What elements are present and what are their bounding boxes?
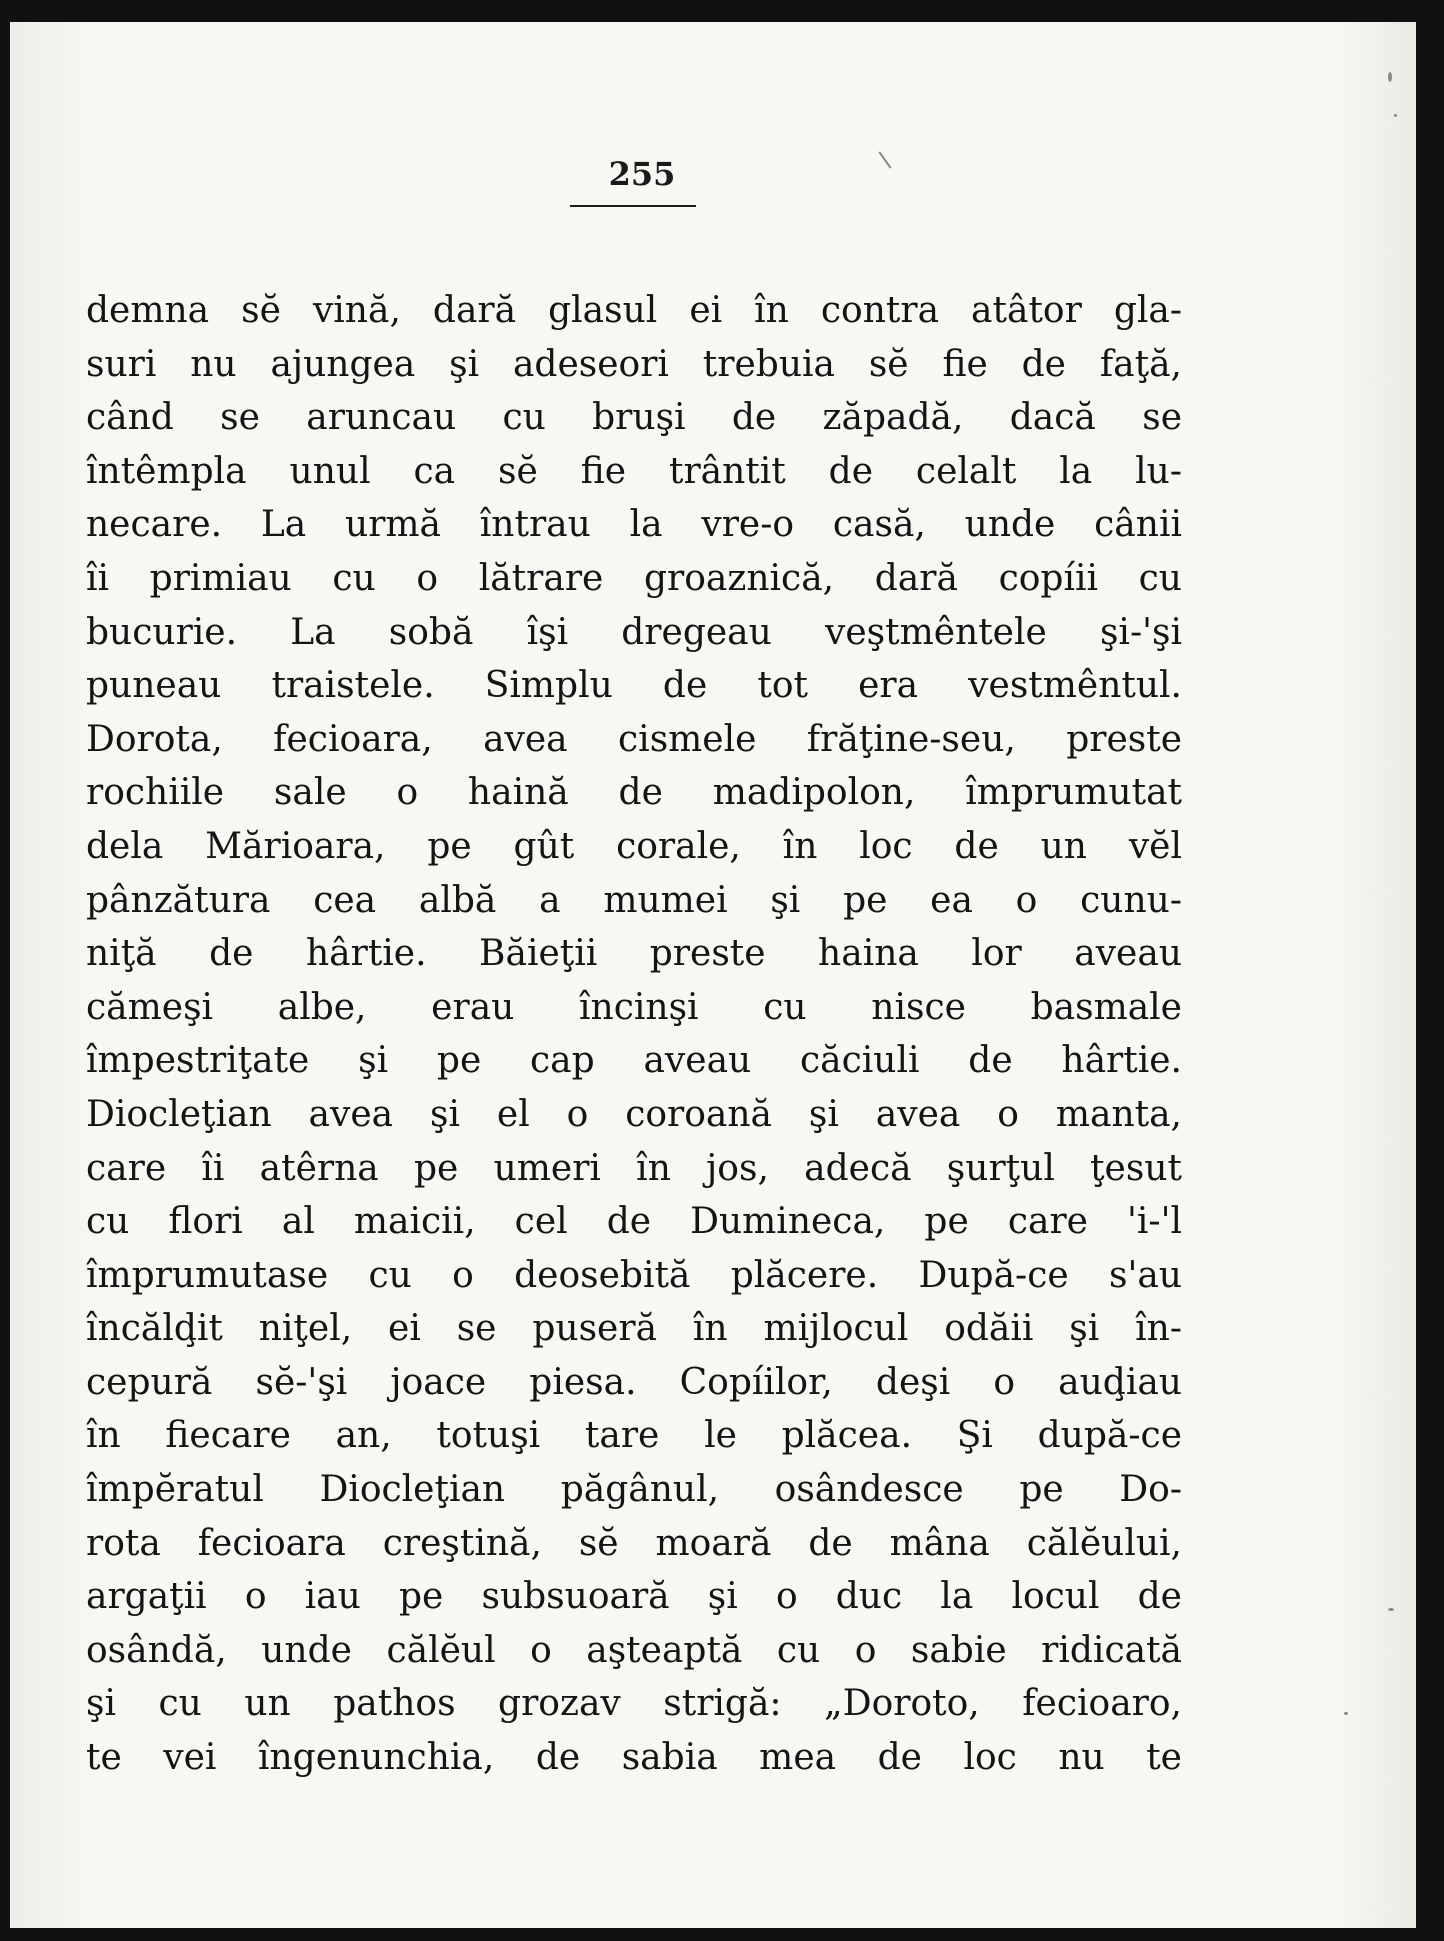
text-line: Diocleţian avea şi el o coroană şi avea o manta,	[86, 1093, 1182, 1135]
text-line: osândă, unde călĕul o aşteaptă cu o sabie ridicată	[86, 1629, 1182, 1671]
text-line: când se aruncau cu bruşi de zăpadă, dacă se	[86, 397, 1182, 439]
body-text	[86, 284, 1182, 1785]
text-line: puneau traistele. Simplu de tot era vestmêntul.	[86, 665, 1182, 707]
text-line: niţă de hârtie. Băieţii preste haina lor aveau	[86, 933, 1182, 975]
text-line: şi cu un pathos grozav strigă: „Doroto, fecioaro,	[86, 1683, 1182, 1725]
text-line: încălḑit niţel, ei se puseră în mijlocul odăii şi în-	[86, 1308, 1182, 1350]
text-line: cepură sĕ-'şi joace piesa. Copíilor, deşi o auḑiau	[86, 1361, 1182, 1403]
text-line: cămeşi albe, erau încinşi cu nisce basmale	[86, 986, 1182, 1028]
paper-speck	[1344, 1712, 1348, 1715]
text-line: necare. La urmă întrau la vre-o casă, unde cânii	[86, 504, 1182, 546]
text-line: argaţii o iau pe subsuoară şi o duc la locul de	[86, 1576, 1182, 1618]
paper-speck	[1388, 72, 1392, 82]
book-page	[10, 22, 1416, 1928]
paper-speck	[878, 151, 891, 169]
text-line: împrumutase cu o deosebită plăcere. După-ce s'au	[86, 1254, 1182, 1296]
text-line: rochiile sale o haină de madipolon, împrumutat	[86, 772, 1182, 814]
page-number-underline	[570, 205, 696, 207]
text-line: Dorota, fecioara, avea cismele frăţine-seu, preste	[86, 718, 1182, 760]
text-line: dela Mărioara, pe gût corale, în loc de un vĕl	[86, 825, 1182, 867]
text-line: te vei îngenunchia, de sabia mea de loc nu te	[86, 1737, 1182, 1779]
page-number: 255	[608, 155, 676, 193]
text-line: împestriţate şi pe cap aveau căciuli de hârtie.	[86, 1040, 1182, 1082]
text-line: suri nu ajungea şi adeseori trebuia sĕ fie de faţă,	[86, 343, 1182, 385]
paper-speck	[1388, 1608, 1394, 1611]
text-line: cu flori al maicii, cel de Dumineca, pe care 'i-'l	[86, 1201, 1182, 1243]
text-line: pânzătura cea albă a mumei şi pe ea o cunu-	[86, 879, 1182, 921]
text-line: în fiecare an, totuşi tare le plăcea. Şi după-ce	[86, 1415, 1182, 1457]
text-line: bucurie. La sobă îşi dregeau veştmêntele şi-'şi	[86, 611, 1182, 653]
text-line: demna sĕ vină, dară glasul ei în contra atâtor gla-	[86, 290, 1182, 331]
text-line: care îi atêrna pe umeri în jos, adecă şurţul ţesut	[86, 1147, 1182, 1189]
paper-speck	[1394, 114, 1397, 117]
text-line: întêmpla unul ca sĕ fie trântit de celalt la lu-	[86, 450, 1182, 492]
text-line: îi primiau cu o lătrare groaznică, dară copíii cu	[86, 557, 1182, 599]
text-line: rota fecioara creştină, sĕ moară de mâna călĕului,	[86, 1522, 1182, 1564]
text-line: împĕratul Diocleţian păgânul, osândesce pe Do-	[86, 1469, 1182, 1511]
